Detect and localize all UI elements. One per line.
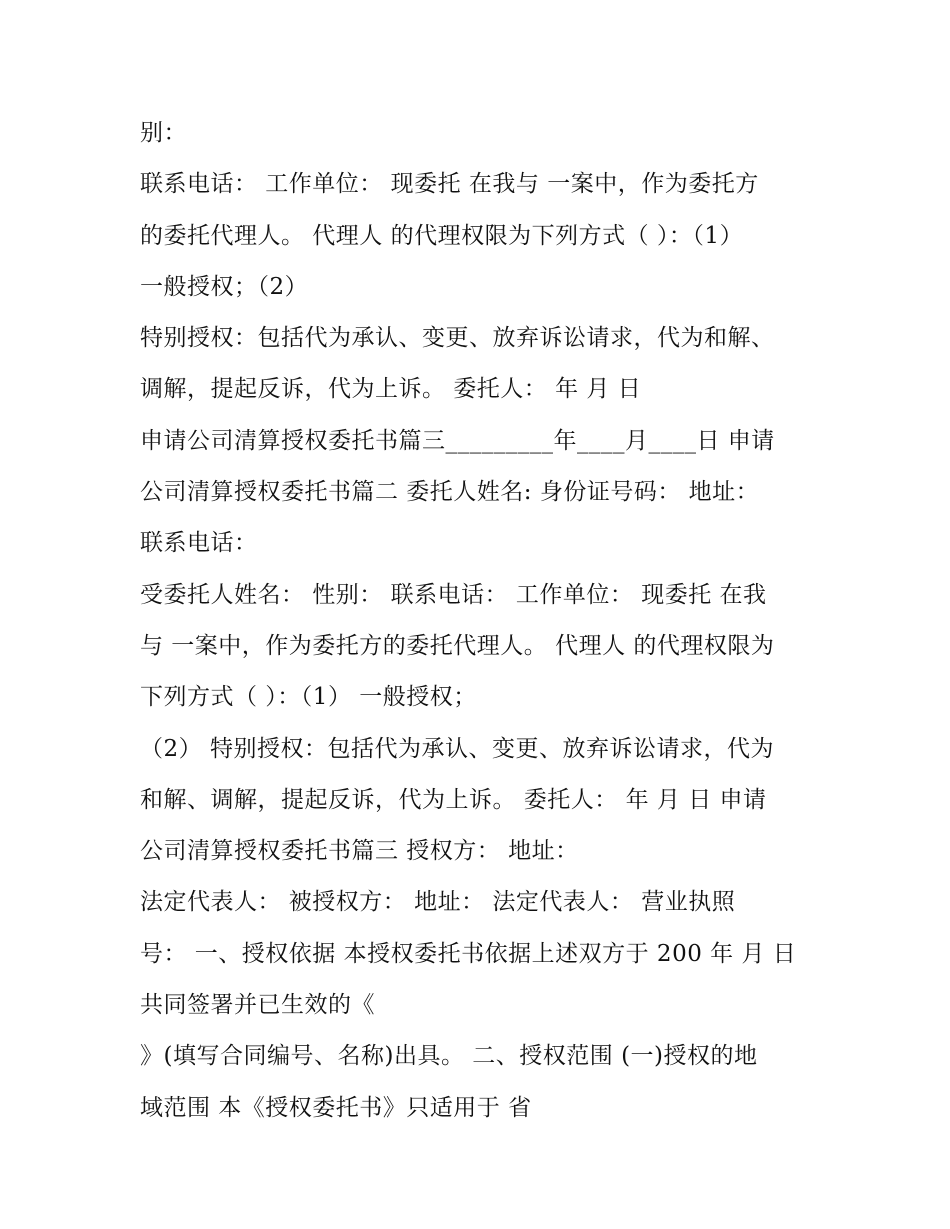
document-body bbox=[140, 108, 820, 1134]
text-line: 法定代表人： 被授权方： 地址： 法定代表人： 营业执照 bbox=[140, 889, 736, 916]
text-line: 号： 一、授权依据 本授权委托书依据上述双方于 200 年 月 日 bbox=[140, 940, 797, 967]
text-line: 下列方式（ ）：（1） 一般授权； bbox=[140, 684, 477, 711]
text-line: 联系电话： bbox=[140, 530, 258, 557]
text-line: 别： bbox=[140, 120, 187, 146]
text-line: 一般授权；（2） bbox=[140, 273, 309, 300]
text-line: 联系电话： 工作单位： 现委托 在我与 一案中，作为委托方 bbox=[140, 171, 759, 198]
text-line: 的委托代理人。 代理人 的代理权限为下列方式（ ）：（1） bbox=[140, 222, 744, 249]
text-line: 与 一案中，作为委托方的委托代理人。 代理人 的代理权限为 bbox=[140, 632, 775, 659]
text-line: 公司清算授权委托书篇三 授权方： 地址： bbox=[140, 838, 579, 865]
text-line: （2） 特别授权：包括代为承认、变更、放弃诉讼请求，代为 bbox=[140, 735, 774, 762]
text-line: 特别授权：包括代为承认、变更、放弃诉讼请求，代为和解、 bbox=[140, 325, 775, 352]
text-line: 受委托人姓名： 性别： 联系电话： 工作单位： 现委托 在我 bbox=[140, 581, 767, 608]
text-line: 域范围 本《授权委托书》只适用于 省 bbox=[140, 1094, 532, 1121]
text-line: 调解，提起反诉，代为上诉。 委托人： 年 月 日 bbox=[140, 376, 642, 403]
text-line: 申请公司清算授权委托书篇三_________年____月____日 申请 bbox=[140, 427, 775, 454]
text-line: 》(填写合同编号、名称)出具。 二、授权范围 (一)授权的地 bbox=[140, 1043, 758, 1070]
text-line: 和解、调解，提起反诉，代为上诉。 委托人： 年 月 日 申请 bbox=[140, 786, 767, 813]
text-line: 公司清算授权委托书篇二 委托人姓名: 身份证号码： 地址： bbox=[140, 479, 760, 506]
text-line: 共同签署并已生效的《 bbox=[140, 992, 375, 1019]
